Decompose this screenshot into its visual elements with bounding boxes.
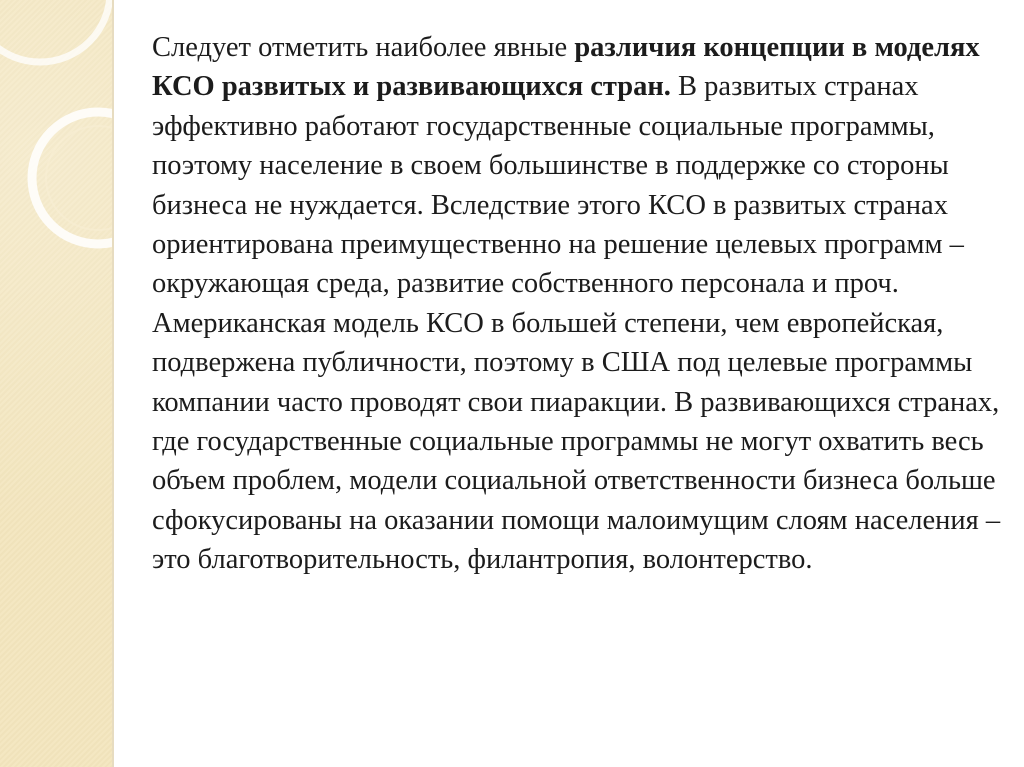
highlight-text: различия концепции в моделях КСО развитых и развивающихся стран. (152, 32, 980, 103)
slide-body (152, 28, 1002, 580)
sidebar-divider (112, 0, 114, 767)
large-ring (32, 112, 112, 244)
decorative-sidebar (0, 0, 112, 767)
lead-text: Следует отметить наиболее явные (152, 32, 575, 63)
body-paragraph (152, 28, 1002, 580)
body-text: В развитых странах эффективно работают государственные социальные программы, поэтому население в своем большинстве в поддержке со стороны бизнеса не нуждается. Вследствие этого КСО в развитых странах ориентирована преимущественно на решение целевых программ – окружающая среда, развитие собственного персонала и проч. Американская модель КСО в большей степени, чем европейская, подвержена публичности, поэтому в США под целевые программы компании часто проводят свои пиаракции. В развивающихся странах, где государственные социальные программы не могут охватить весь объем проблем, модели социальной ответственности бизнеса больше сфокусированы на оказании помощи малоимущим слоям населения – это благотворительность, филантропия, волонтерство. (152, 71, 1001, 576)
inner-ring (46, 126, 112, 230)
decorative-rings (0, 0, 112, 767)
top-ring (0, 0, 110, 62)
